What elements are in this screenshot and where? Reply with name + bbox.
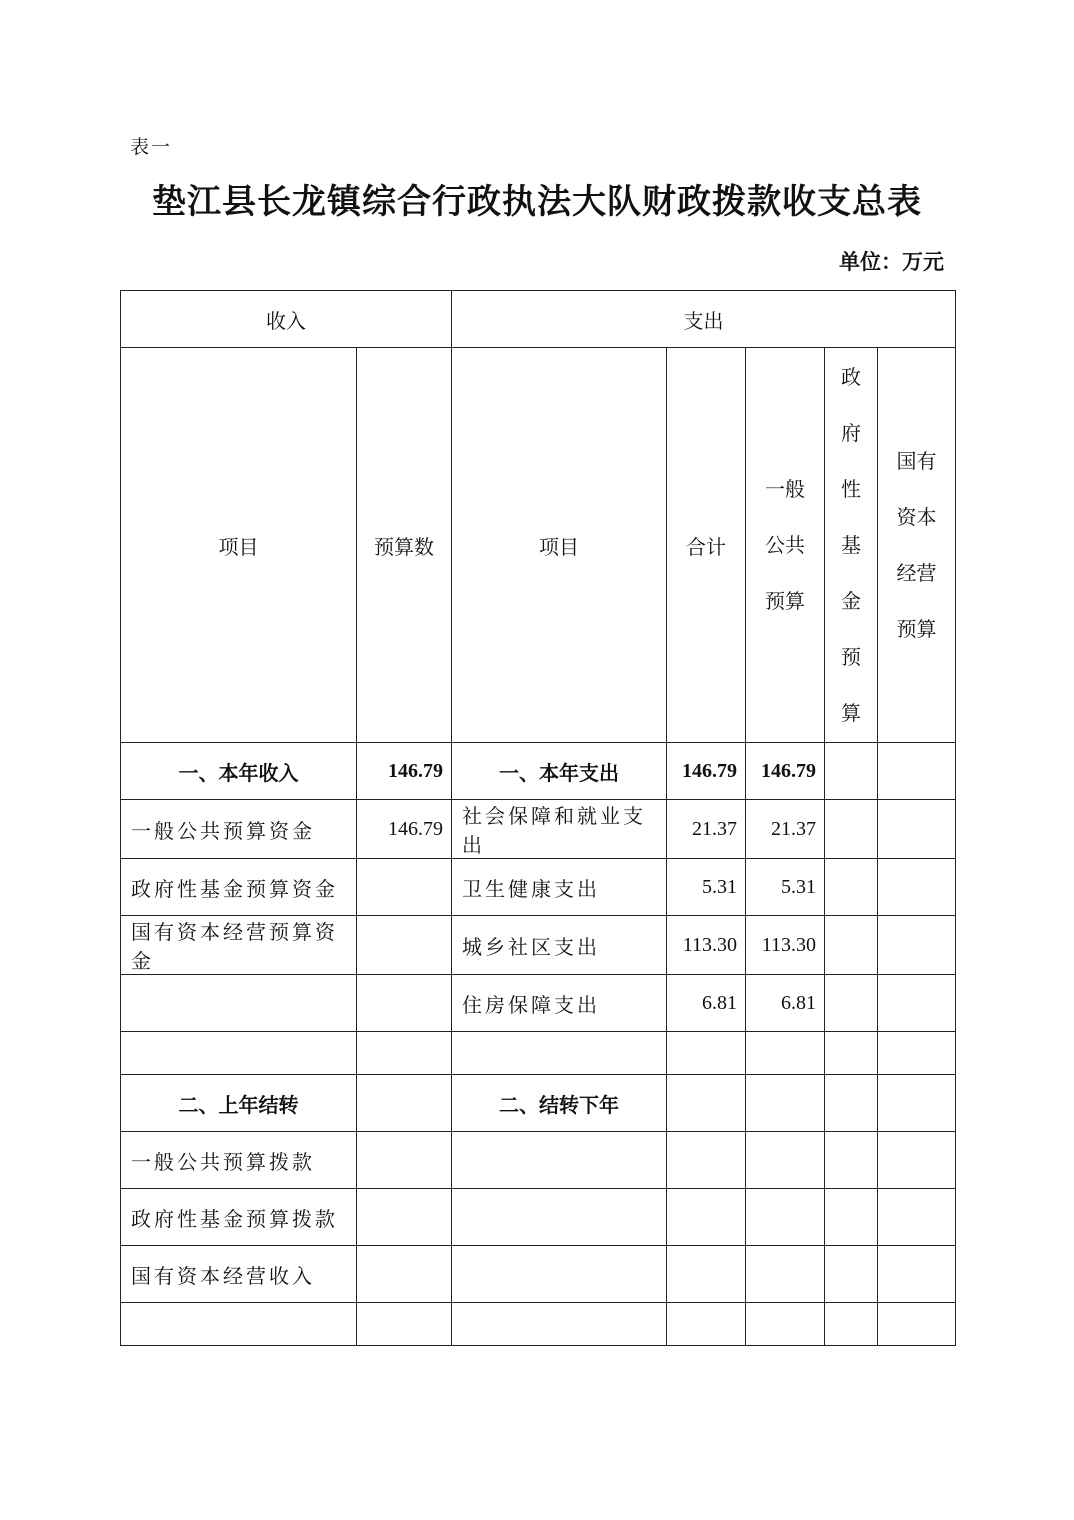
income-budget-cell: [357, 1246, 452, 1303]
expense-general-cell: 5.31: [746, 859, 825, 916]
expense-item-cell: [452, 1189, 667, 1246]
table-row: [121, 800, 956, 859]
income-item-cell: 政府性基金预算拨款: [121, 1189, 357, 1246]
income-budget-cell: [357, 1075, 452, 1132]
expense-general-cell: 6.81: [746, 975, 825, 1032]
expense-state-cell: [878, 975, 956, 1032]
expense-header: 支出: [452, 291, 956, 348]
expense-general-cell: 146.79: [746, 743, 825, 800]
table-row: [121, 975, 956, 1032]
expense-general-cell: [746, 1246, 825, 1303]
expense-fund-cell: [825, 1075, 878, 1132]
expense-total-cell: [667, 1246, 746, 1303]
table-row: [121, 1075, 956, 1132]
table-row: [121, 1132, 956, 1189]
expense-state-cell: [878, 1189, 956, 1246]
income-budget-cell: 146.79: [357, 800, 452, 859]
income-budget-cell: [357, 1032, 452, 1075]
expense-general-cell: 113.30: [746, 916, 825, 975]
expense-general-cell: [746, 1075, 825, 1132]
col-header-budget: 预算数: [357, 348, 452, 743]
income-item-cell: [121, 975, 357, 1032]
income-budget-cell: 146.79: [357, 743, 452, 800]
expense-fund-cell: [825, 1246, 878, 1303]
income-item-cell: 二、上年结转: [121, 1075, 357, 1132]
col-header-state-capital-text: 国有资本经营预算: [896, 449, 937, 641]
expense-fund-cell: [825, 800, 878, 859]
income-item-cell: 一般公共预算资金: [121, 800, 357, 859]
expense-state-cell: [878, 1303, 956, 1346]
expense-fund-cell: [825, 859, 878, 916]
table-row: [121, 1032, 956, 1075]
col-header-fund-budget: [825, 348, 878, 743]
table-row: [121, 1246, 956, 1303]
expense-item-cell: 二、结转下年: [452, 1075, 667, 1132]
col-header-total: 合计: [667, 348, 746, 743]
expense-total-cell: [667, 1189, 746, 1246]
expense-state-cell: [878, 859, 956, 916]
expense-general-cell: [746, 1132, 825, 1189]
expense-total-cell: [667, 1075, 746, 1132]
expense-item-cell: 住房保障支出: [452, 975, 667, 1032]
expense-general-cell: [746, 1303, 825, 1346]
expense-general-cell: [746, 1032, 825, 1075]
table-number-label: 表一: [130, 136, 173, 158]
expense-item-cell: [452, 1303, 667, 1346]
col-header-general-budget: [746, 348, 825, 743]
income-item-cell: 一般公共预算拨款: [121, 1132, 357, 1189]
unit-label: 单位：万元: [839, 249, 944, 274]
col-header-general-budget-text: 一般公共预算: [765, 477, 805, 613]
expense-state-cell: [878, 916, 956, 975]
expense-state-cell: [878, 1032, 956, 1075]
expense-fund-cell: [825, 1189, 878, 1246]
expense-item-cell: [452, 1132, 667, 1189]
table-body: [121, 743, 956, 1346]
table-row: [121, 916, 956, 975]
income-item-cell: 国有资本经营预算资金: [121, 916, 357, 975]
income-budget-cell: [357, 916, 452, 975]
expense-total-cell: 6.81: [667, 975, 746, 1032]
expense-general-cell: 21.37: [746, 800, 825, 859]
table-row: [121, 1303, 956, 1346]
col-header-expense-item: 项目: [452, 348, 667, 743]
expense-total-cell: [667, 1132, 746, 1189]
expense-fund-cell: [825, 1032, 878, 1075]
income-item-cell: 政府性基金预算资金: [121, 859, 357, 916]
income-item-cell: [121, 1032, 357, 1075]
expense-item-cell: 城乡社区支出: [452, 916, 667, 975]
table-row: [121, 1189, 956, 1246]
expense-general-cell: [746, 1189, 825, 1246]
expense-state-cell: [878, 1075, 956, 1132]
expense-state-cell: [878, 1246, 956, 1303]
expense-fund-cell: [825, 743, 878, 800]
income-item-cell: [121, 1303, 357, 1346]
expense-item-cell: 一、本年支出: [452, 743, 667, 800]
col-header-state-capital: [878, 348, 956, 743]
expense-fund-cell: [825, 1303, 878, 1346]
income-budget-cell: [357, 1189, 452, 1246]
expense-item-cell: 社会保障和就业支出: [452, 800, 667, 859]
table-row: [121, 859, 956, 916]
expense-total-cell: 5.31: [667, 859, 746, 916]
expense-total-cell: 146.79: [667, 743, 746, 800]
income-budget-cell: [357, 859, 452, 916]
expense-total-cell: [667, 1032, 746, 1075]
table-row: [121, 743, 956, 800]
col-header-fund-budget-text: 政府性基金预算: [841, 365, 861, 725]
budget-table: [120, 290, 956, 1346]
table-header-row-top: [121, 291, 956, 348]
income-item-cell: 国有资本经营收入: [121, 1246, 357, 1303]
expense-total-cell: [667, 1303, 746, 1346]
page-title: 垫江县长龙镇综合行政执法大队财政拨款收支总表: [152, 182, 922, 222]
expense-item-cell: [452, 1246, 667, 1303]
income-item-cell: 一、本年收入: [121, 743, 357, 800]
table-header-row-columns: [121, 348, 956, 743]
income-budget-cell: [357, 1303, 452, 1346]
col-header-income-item: 项目: [121, 348, 357, 743]
expense-total-cell: 113.30: [667, 916, 746, 975]
expense-fund-cell: [825, 916, 878, 975]
expense-fund-cell: [825, 1132, 878, 1189]
expense-fund-cell: [825, 975, 878, 1032]
income-budget-cell: [357, 1132, 452, 1189]
expense-state-cell: [878, 743, 956, 800]
expense-total-cell: 21.37: [667, 800, 746, 859]
income-header: 收入: [121, 291, 452, 348]
expense-item-cell: 卫生健康支出: [452, 859, 667, 916]
expense-state-cell: [878, 1132, 956, 1189]
expense-state-cell: [878, 800, 956, 859]
income-budget-cell: [357, 975, 452, 1032]
expense-item-cell: [452, 1032, 667, 1075]
